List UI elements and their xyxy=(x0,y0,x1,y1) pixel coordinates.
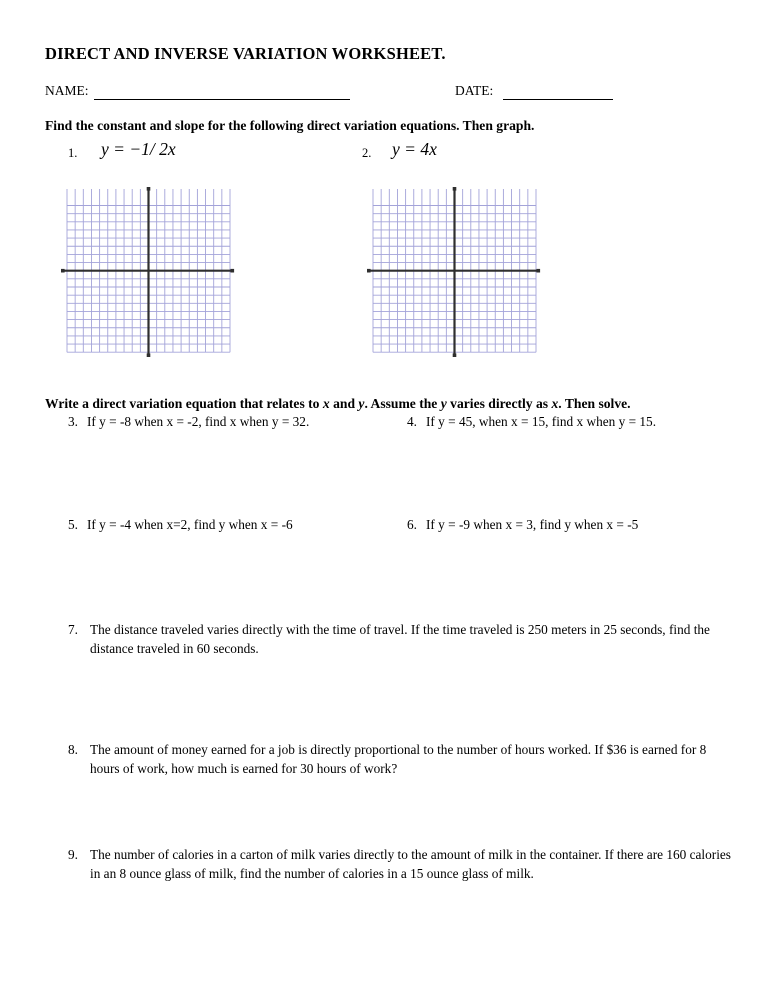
axis-arrow-bottom xyxy=(147,353,151,357)
problem-5-text: If y = -4 when x=2, find y when x = -6 xyxy=(86,517,293,532)
problem-4 xyxy=(407,414,656,430)
problem-2-number: 2. xyxy=(362,146,372,160)
problem-9 xyxy=(68,846,736,883)
problem-1-equation: y = −1/ 2x xyxy=(101,139,176,159)
var-x: x xyxy=(322,396,330,411)
var-y: y xyxy=(440,396,447,411)
instruction-text: . Then solve. xyxy=(558,396,631,411)
page-title: DIRECT AND INVERSE VARIATION WORKSHEET. xyxy=(45,44,446,63)
problem-4-text: If y = 45, when x = 15, find x when y = 15. xyxy=(425,414,657,429)
var-x: x xyxy=(551,396,559,411)
instruction-text: and xyxy=(329,396,359,411)
axis-arrow-bottom xyxy=(453,353,457,357)
problem-8 xyxy=(68,741,736,778)
axis-arrow-left xyxy=(367,269,371,273)
problem-1-number: 1. xyxy=(68,146,78,160)
date-label: DATE: xyxy=(455,83,494,98)
axis-arrow-top xyxy=(453,187,457,191)
problem-5-number: 5. xyxy=(68,517,78,532)
problem-9-text: The number of calories in a carton of milk varies directly to the amount of milk in the container. If there are 160 calories in an 8 ounce glass of milk, find the number of calories in a 15 ounce glass of milk. xyxy=(90,847,731,881)
instruction-text: varies directly as xyxy=(446,396,552,411)
problem-8-text: The amount of money earned for a job is directly proportional to the number of hours worked. If $36 is earned for 8 hours of work, how much is earned for 30 hours of work? xyxy=(90,742,707,776)
section2-instruction xyxy=(45,396,631,412)
instruction-text: . Assume the xyxy=(364,396,441,411)
problem-5 xyxy=(68,517,293,533)
problem-6-number: 6. xyxy=(407,517,417,532)
instruction-text: Write a direct variation equation that relates to xyxy=(45,396,323,411)
problem-2-equation: y = 4x xyxy=(392,139,437,159)
problem-6 xyxy=(407,517,638,533)
problem-9-number: 9. xyxy=(68,847,78,862)
axes xyxy=(367,187,540,357)
axes xyxy=(61,187,234,357)
section1-instruction: Find the constant and slope for the following direct variation equations. Then graph. xyxy=(45,118,535,133)
problem-6-text: If y = -9 when x = 3, find y when x = -5 xyxy=(425,517,639,532)
graph-grid-1 xyxy=(60,186,238,364)
problem-8-number: 8. xyxy=(68,742,78,757)
axis-arrow-right xyxy=(537,269,541,273)
axis-arrow-left xyxy=(61,269,65,273)
problem-3 xyxy=(68,414,309,430)
name-date-row xyxy=(0,83,768,103)
problem-7-text: The distance traveled varies directly with the time of travel. If the time traveled is 250 meters in 25 seconds, find the distance traveled in 60 seconds. xyxy=(90,622,710,656)
name-label: NAME: xyxy=(45,83,89,98)
problem-3-text: If y = -8 when x = -2, find x when y = 32. xyxy=(86,414,310,429)
axis-arrow-top xyxy=(147,187,151,191)
problem-7-number: 7. xyxy=(68,622,78,637)
graph-grid-2 xyxy=(366,186,544,364)
problem-4-number: 4. xyxy=(407,414,417,429)
axis-arrow-right xyxy=(231,269,235,273)
problem-7 xyxy=(68,621,736,658)
date-blank-line xyxy=(503,84,613,100)
var-y: y xyxy=(358,396,365,411)
name-blank-line xyxy=(94,84,350,100)
problem-3-number: 3. xyxy=(68,414,78,429)
